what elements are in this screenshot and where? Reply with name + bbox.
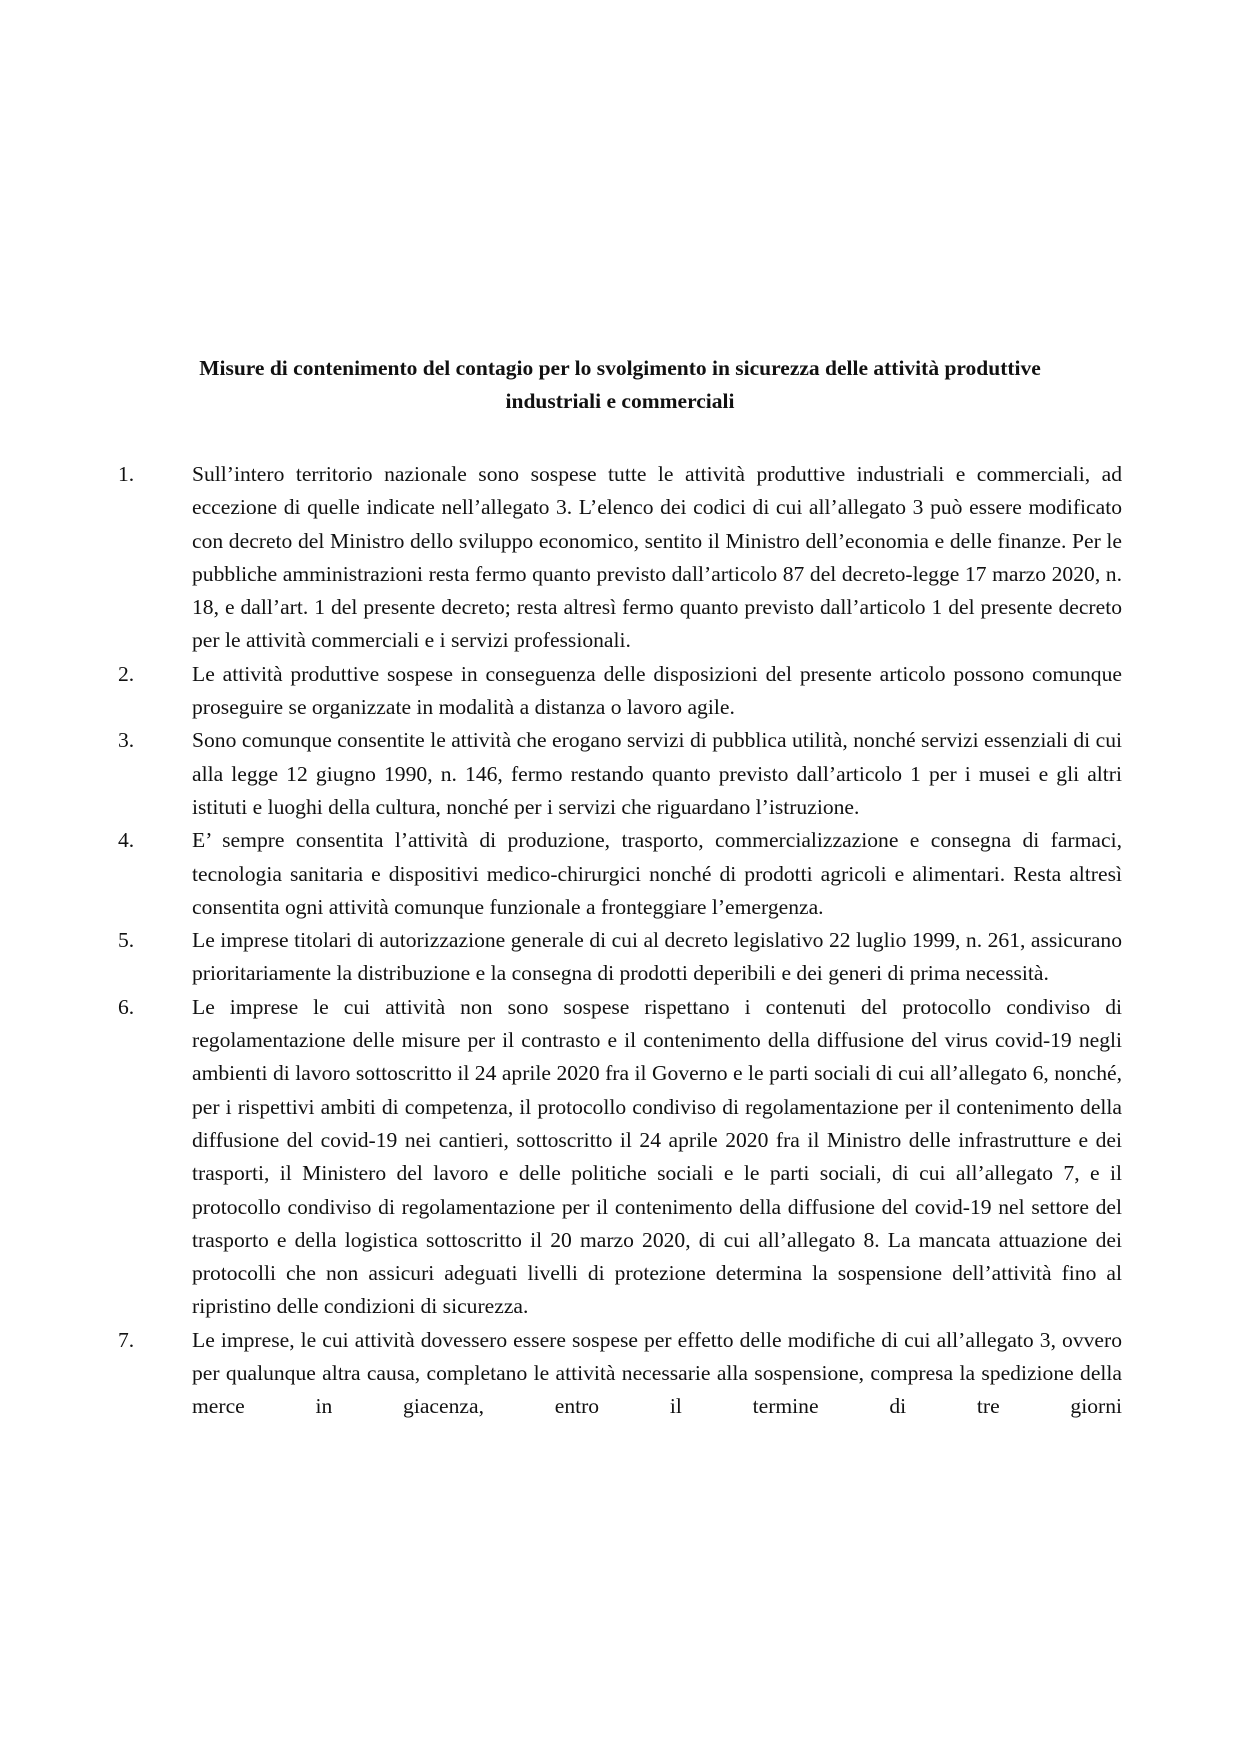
item-text: Le imprese le cui attività non sono sospese rispettano i contenuti del protocollo condiviso di regolamentazione delle misure per il contrasto e il contenimento della diffusione del virus covid-19 negli ambienti di lavoro sottoscritto il 24 aprile 2020 fra il Governo e le parti sociali di cui all’allegato 6, nonché, per i rispettivi ambiti di competenza, il protocollo condiviso di regolamentazione per il contenimento della diffusione del covid-19 nei cantieri, sottoscritto il 24 aprile 2020 fra il Ministro delle infrastrutture e dei trasporti, il Ministero del lavoro e delle politiche sociali e le parti sociali, di cui all’allegato 7, e il protocollo condiviso di regolamentazione per il contenimento della diffusione del covid-19 nel settore del trasporto e della logistica sottoscritto il 20 marzo 2020, di cui all’allegato 8. La mancata attuazione dei protocolli che non assicuri adeguati livelli di protezione determina la sospensione dell’attività fino al ripristino delle condizioni di sicurezza. bbox=[192, 994, 1122, 1319]
list-item bbox=[118, 924, 1122, 991]
title-line-1: Misure di contenimento del contagio per lo svolgimento in sicurezza delle attività produttive bbox=[199, 356, 1041, 380]
list-item bbox=[118, 658, 1122, 725]
item-text: E’ sempre consentita l’attività di produzione, trasporto, commercializzazione e consegna di farmaci, tecnologia sanitaria e dispositivi medico-chirurgici nonché di prodotti agricoli e alimentari. Resta altresì consentita ogni attività comunque funzionale a fronteggiare l’emergenza. bbox=[192, 828, 1122, 919]
list-item bbox=[118, 724, 1122, 824]
item-number: 3. bbox=[118, 728, 135, 753]
list-item bbox=[118, 458, 1122, 658]
item-number: 2. bbox=[118, 661, 135, 686]
list-item bbox=[118, 991, 1122, 1324]
item-number: 4. bbox=[118, 828, 135, 853]
item-text: Le imprese, le cui attività dovessero essere sospese per effetto delle modifiche di cui all’allegato 3, ovvero per qualunque altra causa, completano le attività necessarie alla sospensione, compresa la spedizione della merce in giacenza, entro il termine di tre giorni bbox=[192, 1327, 1122, 1419]
document-title bbox=[100, 352, 1140, 418]
item-text: Sono comunque consentite le attività che erogano servizi di pubblica utilità, nonché servizi essenziali di cui alla legge 12 giugno 1990, n. 146, fermo restando quanto previsto dall’articolo 1 per i musei e gli altri istituti e luoghi della cultura, nonché per i servizi che riguardano l’istruzione. bbox=[192, 728, 1122, 819]
item-number: 7. bbox=[118, 1327, 135, 1352]
item-number: 6. bbox=[118, 994, 135, 1019]
title-line-2: industriali e commerciali bbox=[505, 389, 735, 413]
item-number: 5. bbox=[118, 928, 135, 953]
item-text: Le attività produttive sospese in conseguenza delle disposizioni del presente articolo possono comunque proseguire se organizzate in modalità a distanza o lavoro agile. bbox=[192, 661, 1122, 720]
list-item bbox=[118, 1324, 1122, 1424]
item-text: Le imprese titolari di autorizzazione generale di cui al decreto legislativo 22 luglio 1999, n. 261, assicurano prioritariamente la distribuzione e la consegna di prodotti deperibili e dei generi di prima necessità. bbox=[192, 928, 1122, 986]
item-text: Sull’intero territorio nazionale sono sospese tutte le attività produttive industriali e commerciali, ad eccezione di quelle indicate nell’allegato 3. L’elenco dei codici di cui all’allegato 3 può essere modificato con decreto del Ministro dello sviluppo economico, sentito il Ministro dell’economia e delle finanze. Per le pubbliche amministrazioni resta fermo quanto previsto dall’articolo 87 del decreto-legge 17 marzo 2020, n. 18, e dall’art. 1 del presente decreto; resta altresì fermo quanto previsto dall’articolo 1 del presente decreto per le attività commerciali e i servizi professionali. bbox=[192, 462, 1122, 653]
list-item bbox=[118, 824, 1122, 924]
item-number: 1. bbox=[118, 462, 135, 486]
numbered-provisions-list bbox=[118, 458, 1122, 1424]
